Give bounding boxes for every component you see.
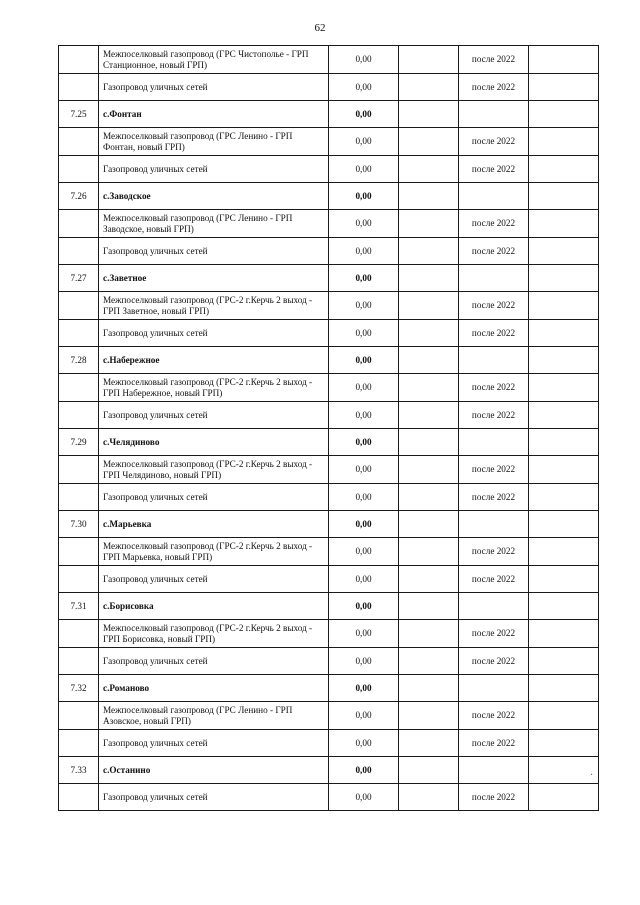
empty-cell: [399, 402, 459, 429]
row-term: после 2022: [459, 402, 529, 429]
table-row: [59, 648, 599, 675]
row-term: [459, 429, 529, 456]
table-row: [59, 74, 599, 101]
table-row: [59, 620, 599, 648]
empty-cell: [399, 347, 459, 374]
row-term: после 2022: [459, 128, 529, 156]
table-row: [59, 292, 599, 320]
settlement-row: [59, 593, 599, 620]
row-value: 0,00: [329, 429, 399, 456]
empty-cell: [529, 292, 599, 320]
row-name: Газопровод уличных сетей: [99, 74, 329, 101]
empty-cell: [529, 156, 599, 183]
row-value: 0,00: [329, 456, 399, 484]
empty-cell: [399, 128, 459, 156]
row-name: Межпоселковый газопровод (ГРС-2 г.Керчь 2 выход - ГРП Челядиново, новый ГРП): [99, 456, 329, 484]
row-value: 0,00: [329, 74, 399, 101]
row-name: с.Фонтан: [99, 101, 329, 128]
row-name: Межпоселковый газопровод (ГРС-2 г.Керчь 2 выход - ГРП Марьевка, новый ГРП): [99, 538, 329, 566]
row-number: 7.29: [59, 429, 99, 456]
table-row: [59, 730, 599, 757]
table-row: [59, 238, 599, 265]
empty-cell: [529, 593, 599, 620]
scan-dot: ·: [590, 770, 594, 781]
empty-cell: [399, 238, 459, 265]
empty-cell: [399, 101, 459, 128]
row-term: [459, 183, 529, 210]
row-value: 0,00: [329, 292, 399, 320]
empty-cell: [399, 538, 459, 566]
empty-cell: [529, 347, 599, 374]
empty-cell: [529, 46, 599, 74]
empty-cell: [399, 320, 459, 347]
empty-cell: [399, 374, 459, 402]
row-name: Газопровод уличных сетей: [99, 730, 329, 757]
row-number: [59, 702, 99, 730]
row-name: с.Заводское: [99, 183, 329, 210]
row-number: [59, 456, 99, 484]
empty-cell: [399, 183, 459, 210]
settlement-row: [59, 511, 599, 538]
row-number: [59, 320, 99, 347]
settlement-row: [59, 183, 599, 210]
empty-cell: [399, 593, 459, 620]
empty-cell: [529, 511, 599, 538]
table-row: [59, 484, 599, 511]
row-number: 7.30: [59, 511, 99, 538]
empty-cell: [529, 484, 599, 511]
empty-cell: [529, 784, 599, 811]
table-row: [59, 402, 599, 429]
row-value: 0,00: [329, 675, 399, 702]
row-name: с.Борисовка: [99, 593, 329, 620]
empty-cell: [529, 456, 599, 484]
row-term: после 2022: [459, 292, 529, 320]
row-name: Межпоселковый газопровод (ГРС Чистополье - ГРП Станционное, новый ГРП): [99, 46, 329, 74]
row-value: 0,00: [329, 320, 399, 347]
empty-cell: [529, 183, 599, 210]
row-number: 7.25: [59, 101, 99, 128]
row-value: 0,00: [329, 730, 399, 757]
row-term: после 2022: [459, 156, 529, 183]
row-name: Межпоселковый газопровод (ГРС Ленино - ГРП Фонтан, новый ГРП): [99, 128, 329, 156]
row-name: Газопровод уличных сетей: [99, 784, 329, 811]
gas-pipeline-table: [58, 45, 599, 811]
row-value: 0,00: [329, 128, 399, 156]
row-name: с.Челядиново: [99, 429, 329, 456]
row-term: после 2022: [459, 374, 529, 402]
row-value: 0,00: [329, 183, 399, 210]
empty-cell: [529, 128, 599, 156]
empty-cell: [399, 156, 459, 183]
row-value: 0,00: [329, 538, 399, 566]
table-row: [59, 702, 599, 730]
row-number: [59, 620, 99, 648]
empty-cell: [529, 374, 599, 402]
row-number: [59, 374, 99, 402]
row-name: Газопровод уличных сетей: [99, 156, 329, 183]
row-number: 7.33: [59, 757, 99, 784]
table-row: [59, 374, 599, 402]
row-term: [459, 757, 529, 784]
empty-cell: [399, 484, 459, 511]
row-value: 0,00: [329, 265, 399, 292]
row-term: после 2022: [459, 702, 529, 730]
row-term: после 2022: [459, 456, 529, 484]
row-term: [459, 265, 529, 292]
empty-cell: [529, 538, 599, 566]
table-row: [59, 538, 599, 566]
row-term: после 2022: [459, 538, 529, 566]
row-term: [459, 101, 529, 128]
row-term: после 2022: [459, 210, 529, 238]
row-term: после 2022: [459, 566, 529, 593]
row-name: Газопровод уличных сетей: [99, 402, 329, 429]
row-name: Межпоселковый газопровод (ГРС Ленино - ГРП Заводское, новый ГРП): [99, 210, 329, 238]
empty-cell: [529, 265, 599, 292]
row-value: 0,00: [329, 210, 399, 238]
row-number: 7.31: [59, 593, 99, 620]
row-number: [59, 292, 99, 320]
row-name: Межпоселковый газопровод (ГРС-2 г.Керчь 2 выход - ГРП Набережное, новый ГРП): [99, 374, 329, 402]
row-term: после 2022: [459, 648, 529, 675]
empty-cell: [529, 210, 599, 238]
row-term: после 2022: [459, 484, 529, 511]
row-name: Межпоселковый газопровод (ГРС-2 г.Керчь 2 выход - ГРП Заветное, новый ГРП): [99, 292, 329, 320]
row-number: [59, 46, 99, 74]
row-term: [459, 511, 529, 538]
row-number: 7.26: [59, 183, 99, 210]
empty-cell: [399, 74, 459, 101]
row-term: [459, 593, 529, 620]
empty-cell: [529, 730, 599, 757]
row-number: [59, 210, 99, 238]
table-row: [59, 566, 599, 593]
empty-cell: [399, 46, 459, 74]
row-name: с.Романово: [99, 675, 329, 702]
row-number: [59, 538, 99, 566]
row-number: [59, 128, 99, 156]
row-term: после 2022: [459, 238, 529, 265]
row-value: 0,00: [329, 511, 399, 538]
row-number: [59, 74, 99, 101]
row-number: 7.28: [59, 347, 99, 374]
empty-cell: [529, 566, 599, 593]
row-name: Межпоселковый газопровод (ГРС Ленино - ГРП Азовское, новый ГРП): [99, 702, 329, 730]
row-name: Газопровод уличных сетей: [99, 238, 329, 265]
empty-cell: [529, 675, 599, 702]
settlement-row: [59, 757, 599, 784]
row-term: после 2022: [459, 730, 529, 757]
row-name: Газопровод уличных сетей: [99, 648, 329, 675]
row-value: 0,00: [329, 784, 399, 811]
empty-cell: [399, 456, 459, 484]
row-name: Газопровод уличных сетей: [99, 484, 329, 511]
table-row: [59, 156, 599, 183]
table-row: [59, 46, 599, 74]
table-row: [59, 456, 599, 484]
row-number: [59, 730, 99, 757]
row-value: 0,00: [329, 593, 399, 620]
row-value: 0,00: [329, 757, 399, 784]
row-name: с.Заветное: [99, 265, 329, 292]
row-number: 7.32: [59, 675, 99, 702]
row-term: после 2022: [459, 320, 529, 347]
empty-cell: [529, 101, 599, 128]
row-value: 0,00: [329, 156, 399, 183]
row-name: с.Марьевка: [99, 511, 329, 538]
empty-cell: [529, 702, 599, 730]
row-name: с.Останино: [99, 757, 329, 784]
row-value: 0,00: [329, 238, 399, 265]
row-value: 0,00: [329, 702, 399, 730]
row-value: 0,00: [329, 484, 399, 511]
row-term: [459, 347, 529, 374]
settlement-row: [59, 265, 599, 292]
empty-cell: [399, 784, 459, 811]
row-name: Межпоселковый газопровод (ГРС-2 г.Керчь 2 выход - ГРП Борисовка, новый ГРП): [99, 620, 329, 648]
settlement-row: [59, 347, 599, 374]
row-value: 0,00: [329, 347, 399, 374]
row-value: 0,00: [329, 648, 399, 675]
empty-cell: [399, 566, 459, 593]
row-value: 0,00: [329, 101, 399, 128]
empty-cell: [399, 265, 459, 292]
empty-cell: [399, 429, 459, 456]
empty-cell: [399, 757, 459, 784]
table-row: [59, 210, 599, 238]
row-term: после 2022: [459, 46, 529, 74]
empty-cell: [399, 620, 459, 648]
empty-cell: [529, 429, 599, 456]
empty-cell: [529, 757, 599, 784]
empty-cell: [529, 402, 599, 429]
empty-cell: [529, 648, 599, 675]
settlement-row: [59, 429, 599, 456]
empty-cell: [399, 730, 459, 757]
row-term: [459, 675, 529, 702]
row-name: Газопровод уличных сетей: [99, 320, 329, 347]
row-term: после 2022: [459, 74, 529, 101]
row-term: после 2022: [459, 784, 529, 811]
row-value: 0,00: [329, 566, 399, 593]
empty-cell: [399, 511, 459, 538]
page-number: 62: [314, 22, 326, 34]
empty-cell: [399, 675, 459, 702]
row-number: [59, 238, 99, 265]
empty-cell: [529, 320, 599, 347]
empty-cell: [529, 74, 599, 101]
empty-cell: [399, 210, 459, 238]
row-value: 0,00: [329, 46, 399, 74]
row-term: после 2022: [459, 620, 529, 648]
empty-cell: [399, 648, 459, 675]
settlement-row: [59, 101, 599, 128]
empty-cell: [529, 238, 599, 265]
empty-cell: [399, 292, 459, 320]
row-number: [59, 156, 99, 183]
empty-cell: [529, 620, 599, 648]
table-body: [59, 46, 599, 811]
row-name: с.Набережное: [99, 347, 329, 374]
table-row: [59, 784, 599, 811]
settlement-row: [59, 675, 599, 702]
row-number: [59, 648, 99, 675]
row-number: [59, 566, 99, 593]
row-number: [59, 784, 99, 811]
row-name: Газопровод уличных сетей: [99, 566, 329, 593]
row-value: 0,00: [329, 374, 399, 402]
row-value: 0,00: [329, 620, 399, 648]
row-number: [59, 484, 99, 511]
row-value: 0,00: [329, 402, 399, 429]
table-row: [59, 320, 599, 347]
row-number: [59, 402, 99, 429]
empty-cell: [399, 702, 459, 730]
row-number: 7.27: [59, 265, 99, 292]
table-row: [59, 128, 599, 156]
